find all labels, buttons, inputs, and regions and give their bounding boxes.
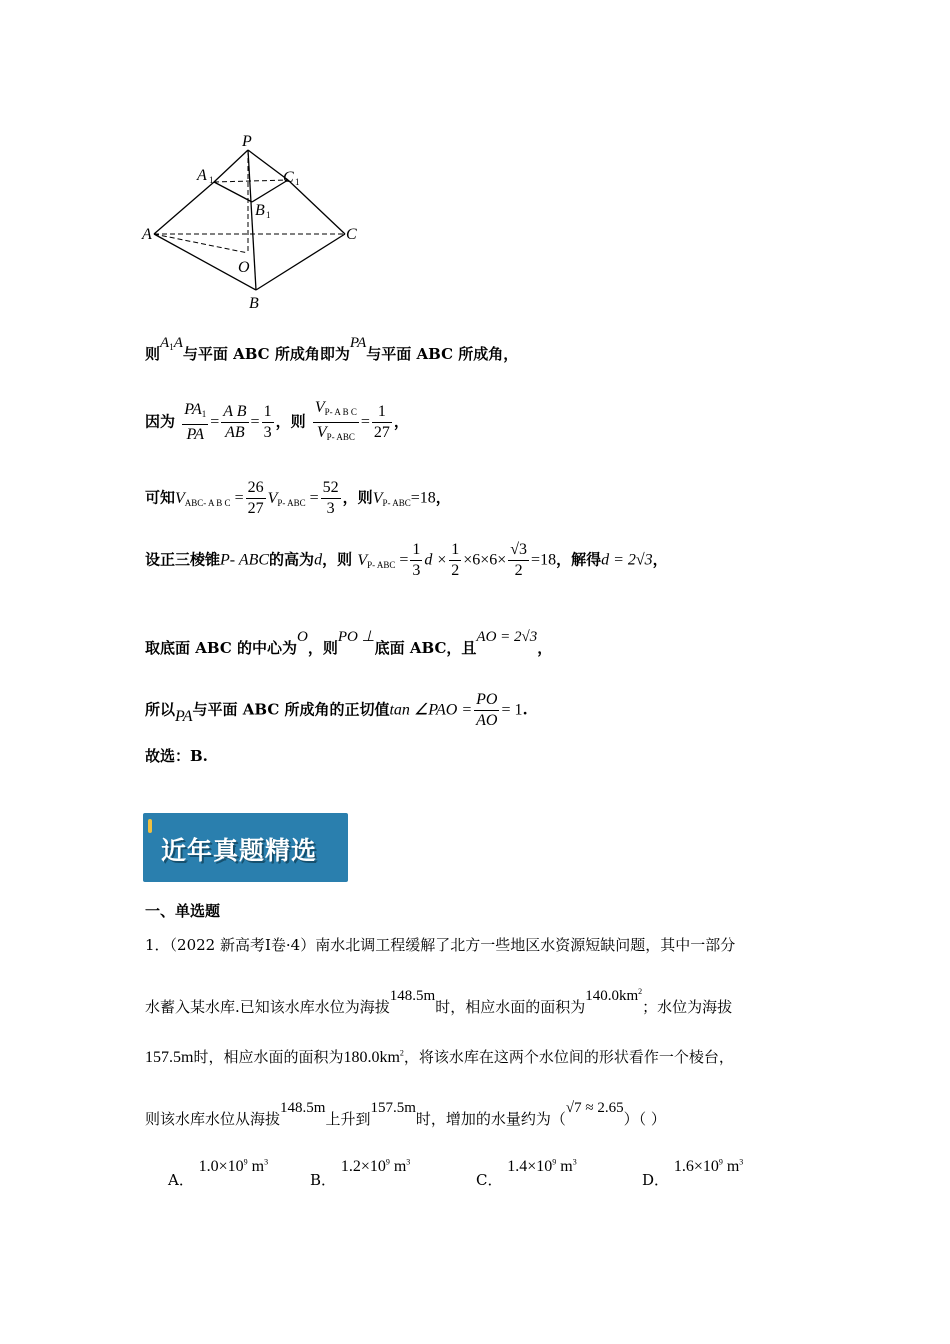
question-line-4: 则该水库水位从海拔148.5m上升到157.5m时，增加的水量约为（√7 ≈ 2.65）（ ） <box>145 1100 666 1128</box>
solution-line-1: 则$A_1A$与平面 ABC 所成角即为PA与平面 ABC 所成角， <box>145 335 519 363</box>
label-C1: C <box>283 169 294 186</box>
solution-line-2: 因为 $\frac{PA_1}{PA}$ = $\frac{\text{A B}}{AB}$ = $\frac{1}{3}$ ，则 $\frac{V_{P- A B C}}{V_{P- ABC}}$ = $\frac{1}{27}$ ， <box>145 399 409 443</box>
option-d[interactable]: D． $1.6\times 10^9$ $m^3$ <box>642 1157 744 1189</box>
banner-accent <box>148 819 152 833</box>
pyramid-figure <box>140 130 370 315</box>
label-P: P <box>242 133 252 150</box>
section-heading: 一、单选题 <box>145 902 221 920</box>
section-banner <box>143 813 348 882</box>
label-C: C <box>346 226 357 243</box>
solution-line-6: 所以PA与平面 ABC 所成角的正切值tan ∠PAO = $\frac{PO}{AO}$ = 1. <box>145 691 528 729</box>
banner-title: 近年真题精选 <box>161 836 318 865</box>
question-line-2: 水蓄入某水库.已知该水库水位为海拔148.5m时，相应水面的面积为$140.0km^2$；水位为海拔 <box>145 987 733 1016</box>
question-line-1: 1．（2022 新高考Ⅰ卷·4）南水北调工程缓解了北方一些地区水资源短缺问题，其中一部分 <box>145 936 736 954</box>
solution-line-3: 可知$V_{ABC- A B C}$ = $\frac{26}{27}$ $V_{P- ABC}$ = $\frac{52}{3}$ ，则$V_{P- ABC}=18$， <box>145 479 451 517</box>
option-a[interactable]: A． $1.0\times 10^9$ $m^3$ <box>168 1157 269 1189</box>
solution-line-4: 设正三棱锥P- ABC的高为d，则 $V_{P- ABC}$ = $\frac{1}{3}$ d × $\frac{1}{2}$ ×6×6× $\frac{√3}{2}$ =18，解得d = 2√3， <box>145 541 668 579</box>
svg-text:1: 1 <box>209 175 214 185</box>
svg-text:1: 1 <box>266 210 271 220</box>
option-b[interactable]: B． $1.2\times 10^9$ $m^3$ <box>310 1157 411 1189</box>
label-O: O <box>238 259 250 276</box>
solution-answer: 故选：B. <box>145 747 208 765</box>
label-A: A <box>142 226 152 243</box>
label-B: B <box>249 295 259 312</box>
option-c[interactable]: C． $1.4\times 10^9$ $m^3$ <box>476 1157 577 1189</box>
svg-text:1: 1 <box>295 177 300 187</box>
question-line-3: 157.5m时，相应水面的面积为$180.0km^2$，将该水库在这两个水位间的形状看作一个棱台， <box>145 1048 734 1066</box>
label-A1: A <box>197 167 207 184</box>
label-B1: B <box>255 202 265 219</box>
solution-line-5: 取底面 ABC 的中心为O，则PO ⊥底面 ABC，且AO = 2√3， <box>145 629 553 657</box>
